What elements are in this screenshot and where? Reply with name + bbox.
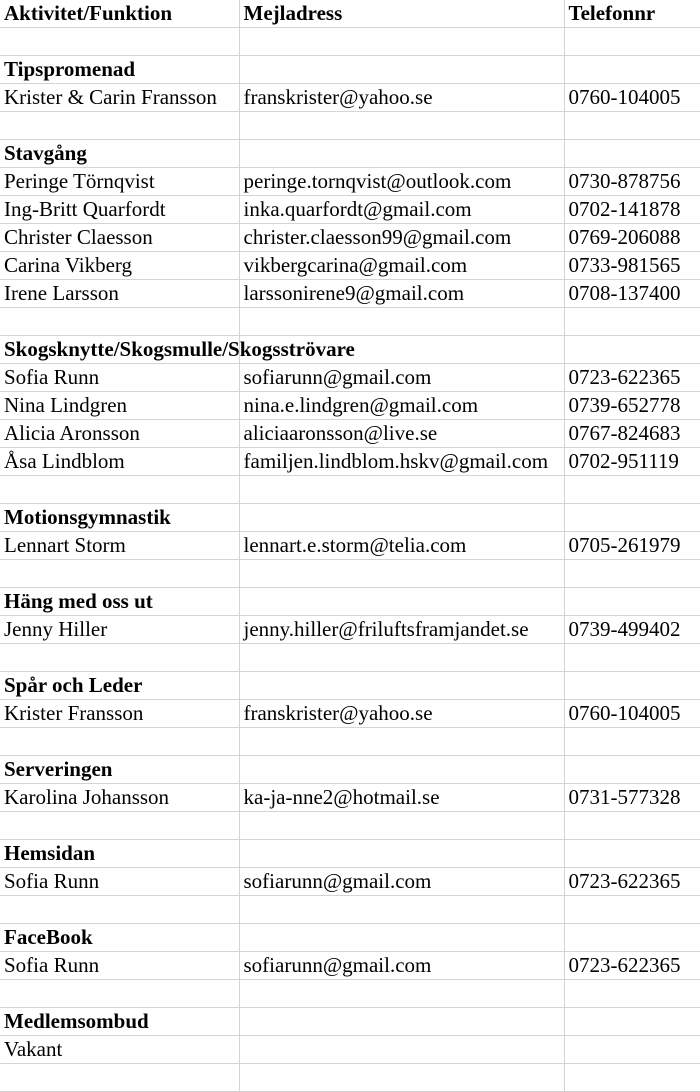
section-title-row <box>0 588 700 616</box>
contact-row <box>0 392 700 420</box>
empty-cell <box>564 644 700 672</box>
empty-cell <box>0 476 239 504</box>
section-title-row <box>0 756 700 784</box>
empty-cell <box>564 476 700 504</box>
contact-row <box>0 84 700 112</box>
empty-cell <box>239 112 564 140</box>
contact-row <box>0 252 700 280</box>
contact-phone: 0733-981565 <box>564 252 700 280</box>
contact-email[interactable]: vikbergcarina@gmail.com <box>239 252 564 280</box>
contact-name: Irene Larsson <box>0 280 239 308</box>
contact-name: Åsa Lindblom <box>0 448 239 476</box>
empty-cell <box>239 672 564 700</box>
section-title: Häng med oss ut <box>0 588 239 616</box>
empty-cell <box>0 28 239 56</box>
contact-email[interactable]: ka-ja-nne2@hotmail.se <box>239 784 564 812</box>
empty-cell <box>239 140 564 168</box>
empty-cell <box>564 560 700 588</box>
contact-row <box>0 224 700 252</box>
contact-phone: 0767-824683 <box>564 420 700 448</box>
section-title: Tipspromenad <box>0 56 239 84</box>
empty-cell <box>239 560 564 588</box>
empty-cell <box>564 588 700 616</box>
contact-email[interactable]: peringe.tornqvist@outlook.com <box>239 168 564 196</box>
empty-cell <box>0 112 239 140</box>
contact-row <box>0 952 700 980</box>
contact-phone: 0760-104005 <box>564 84 700 112</box>
contact-email[interactable]: nina.e.lindgren@gmail.com <box>239 392 564 420</box>
empty-cell <box>564 1064 700 1092</box>
spacer-row <box>0 1064 700 1092</box>
contact-email[interactable]: sofiarunn@gmail.com <box>239 952 564 980</box>
contact-row <box>0 364 700 392</box>
contact-email[interactable]: familjen.lindblom.hskv@gmail.com <box>239 448 564 476</box>
contact-email <box>239 1036 564 1064</box>
header-row <box>0 0 700 28</box>
empty-cell <box>239 644 564 672</box>
contact-name: Carina Vikberg <box>0 252 239 280</box>
contact-phone: 0739-652778 <box>564 392 700 420</box>
contact-phone: 0702-951119 <box>564 448 700 476</box>
empty-cell <box>564 504 700 532</box>
section-title: FaceBook <box>0 924 239 952</box>
section-title-row <box>0 56 700 84</box>
contact-phone: 0731-577328 <box>564 784 700 812</box>
empty-cell <box>564 308 700 336</box>
empty-cell <box>239 980 564 1008</box>
contact-phone: 0760-104005 <box>564 700 700 728</box>
spacer-row <box>0 812 700 840</box>
empty-cell <box>239 1064 564 1092</box>
empty-cell <box>239 840 564 868</box>
spacer-row <box>0 644 700 672</box>
section-title-row <box>0 672 700 700</box>
contact-email[interactable]: lennart.e.storm@telia.com <box>239 532 564 560</box>
empty-cell <box>564 924 700 952</box>
empty-cell <box>239 308 564 336</box>
contact-phone: 0705-261979 <box>564 532 700 560</box>
empty-cell <box>0 644 239 672</box>
empty-cell <box>564 896 700 924</box>
empty-cell <box>564 672 700 700</box>
contact-name: Christer Claesson <box>0 224 239 252</box>
empty-cell <box>564 980 700 1008</box>
section-title: Serveringen <box>0 756 239 784</box>
header-phone: Telefonnr <box>564 0 700 28</box>
section-title-row <box>0 336 700 364</box>
contact-name: Krister Fransson <box>0 700 239 728</box>
contact-name: Ing-Britt Quarfordt <box>0 196 239 224</box>
section-title-row <box>0 840 700 868</box>
contact-row <box>0 1036 700 1064</box>
contact-name: Karolina Johansson <box>0 784 239 812</box>
contact-name: Nina Lindgren <box>0 392 239 420</box>
contact-row <box>0 280 700 308</box>
empty-cell <box>564 28 700 56</box>
empty-cell <box>0 812 239 840</box>
empty-cell <box>564 1008 700 1036</box>
contact-name: Sofia Runn <box>0 364 239 392</box>
spacer-row <box>0 112 700 140</box>
section-title-row <box>0 924 700 952</box>
empty-cell <box>564 112 700 140</box>
header-email: Mejladress <box>239 0 564 28</box>
contact-phone: 0730-878756 <box>564 168 700 196</box>
contact-phone <box>564 1036 700 1064</box>
contact-name: Vakant <box>0 1036 239 1064</box>
contact-email[interactable]: larssonirene9@gmail.com <box>239 280 564 308</box>
spacer-row <box>0 308 700 336</box>
contact-phone: 0769-206088 <box>564 224 700 252</box>
section-title-row <box>0 1008 700 1036</box>
section-title: Skogsknytte/Skogsmulle/Skogsströvare <box>0 336 239 364</box>
spacer-row <box>0 896 700 924</box>
section-title: Hemsidan <box>0 840 239 868</box>
empty-cell <box>564 840 700 868</box>
section-title: Medlemsombud <box>0 1008 239 1036</box>
contact-email[interactable]: inka.quarfordt@gmail.com <box>239 196 564 224</box>
spacer-row <box>0 728 700 756</box>
contact-email[interactable]: sofiarunn@gmail.com <box>239 868 564 896</box>
empty-cell <box>239 1008 564 1036</box>
contact-row <box>0 868 700 896</box>
section-title: Motionsgymnastik <box>0 504 239 532</box>
empty-cell <box>239 504 564 532</box>
empty-cell <box>564 140 700 168</box>
contact-row <box>0 616 700 644</box>
empty-cell <box>239 924 564 952</box>
empty-cell <box>239 588 564 616</box>
contact-name: Alicia Aronsson <box>0 420 239 448</box>
contact-name: Sofia Runn <box>0 952 239 980</box>
empty-cell <box>239 28 564 56</box>
contact-row <box>0 700 700 728</box>
contact-name: Sofia Runn <box>0 868 239 896</box>
contact-email[interactable]: aliciaaronsson@live.se <box>239 420 564 448</box>
empty-cell <box>564 812 700 840</box>
empty-cell <box>564 756 700 784</box>
empty-cell <box>0 728 239 756</box>
empty-cell <box>0 896 239 924</box>
empty-cell <box>239 476 564 504</box>
contact-name: Lennart Storm <box>0 532 239 560</box>
contact-row <box>0 448 700 476</box>
contact-phone: 0702-141878 <box>564 196 700 224</box>
empty-cell <box>239 56 564 84</box>
empty-cell <box>239 896 564 924</box>
section-title-row <box>0 504 700 532</box>
contact-phone: 0739-499402 <box>564 616 700 644</box>
contact-row <box>0 168 700 196</box>
contact-email[interactable]: franskrister@yahoo.se <box>239 700 564 728</box>
empty-cell <box>0 1064 239 1092</box>
section-title: Stavgång <box>0 140 239 168</box>
contact-phone: 0708-137400 <box>564 280 700 308</box>
empty-cell <box>239 812 564 840</box>
empty-cell <box>0 308 239 336</box>
contact-name: Jenny Hiller <box>0 616 239 644</box>
section-title-row <box>0 140 700 168</box>
contact-name: Peringe Törnqvist <box>0 168 239 196</box>
contact-name: Krister & Carin Fransson <box>0 84 239 112</box>
contact-email[interactable]: jenny.hiller@friluftsframjandet.se <box>239 616 564 644</box>
empty-cell <box>564 728 700 756</box>
header-activity: Aktivitet/Funktion <box>0 0 239 28</box>
contact-phone: 0723-622365 <box>564 868 700 896</box>
empty-cell <box>564 56 700 84</box>
contact-email[interactable]: christer.claesson99@gmail.com <box>239 224 564 252</box>
empty-cell <box>0 980 239 1008</box>
section-title: Spår och Leder <box>0 672 239 700</box>
spacer-row <box>0 560 700 588</box>
contact-email[interactable]: sofiarunn@gmail.com <box>239 364 564 392</box>
empty-cell <box>0 560 239 588</box>
contact-row <box>0 420 700 448</box>
empty-cell <box>564 336 700 364</box>
contact-row <box>0 532 700 560</box>
spacer-row <box>0 28 700 56</box>
empty-cell <box>239 728 564 756</box>
contact-row <box>0 196 700 224</box>
contact-row <box>0 784 700 812</box>
contact-phone: 0723-622365 <box>564 364 700 392</box>
contact-email[interactable]: franskrister@yahoo.se <box>239 84 564 112</box>
empty-cell <box>239 756 564 784</box>
spacer-row <box>0 476 700 504</box>
spacer-row <box>0 980 700 1008</box>
contact-phone: 0723-622365 <box>564 952 700 980</box>
